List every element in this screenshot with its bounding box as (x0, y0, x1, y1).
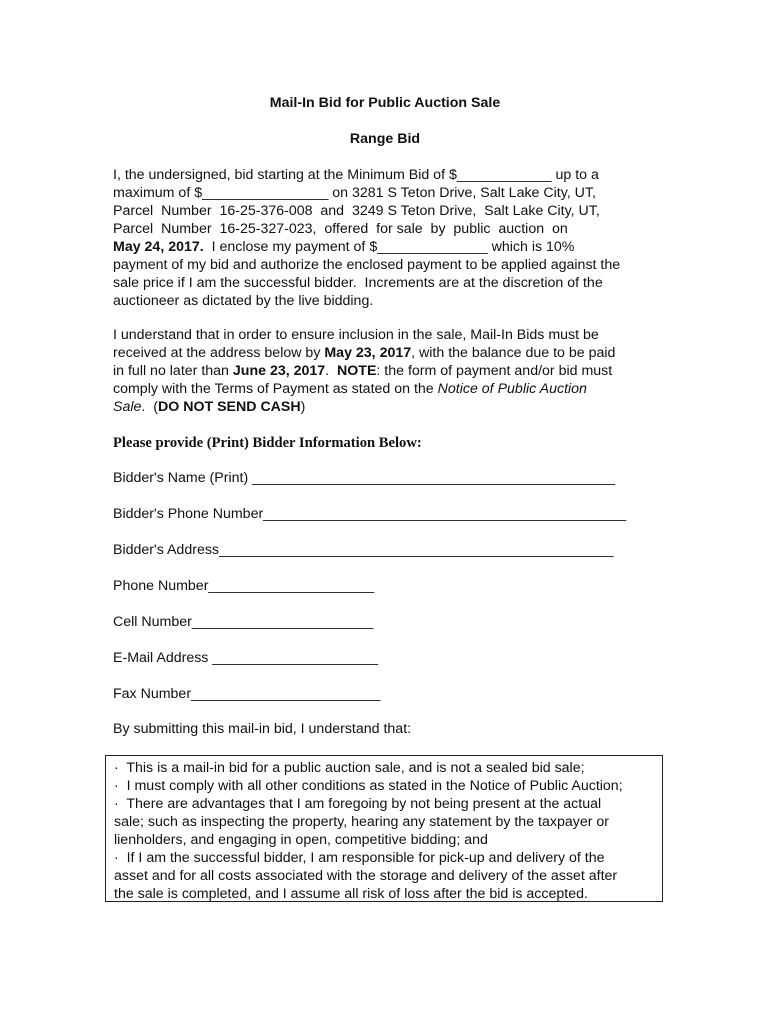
deadline-text-a: received at the address below by (113, 345, 325, 361)
email-address-field[interactable]: E-Mail Address _____________________ (113, 650, 379, 666)
deadline-paragraph (113, 326, 673, 416)
document-subtitle: Range Bid (349, 131, 421, 147)
fax-number-field[interactable]: Fax Number________________________ (113, 686, 381, 702)
deadline-text-h: ) (300, 399, 306, 415)
auction-date: May 24, 2017. (113, 239, 204, 255)
deadline-text-g: . ( (141, 399, 158, 415)
bid-line-8: auctioneer as dictated by the live bidding. (113, 293, 374, 309)
ack-line-6: · If I am the successful bidder, I am responsible for pick-up and delivery of the (114, 850, 605, 866)
ack-line-7: asset and for all costs associated with the storage and delivery of the asset after (114, 868, 618, 884)
bid-deadline-date: May 23, 2017 (324, 345, 412, 361)
ack-line-3: · There are advantages that I am foregoing by not being present at the actual (114, 796, 602, 812)
deadline-text-f: comply with the Terms of Payment as stated on the (113, 381, 438, 397)
deadline-line-2 (113, 344, 673, 362)
deadline-text-c: in full no later than (113, 363, 233, 379)
bidder-name-field[interactable]: Bidder's Name (Print) ______________________________________________ (113, 470, 616, 486)
deadline-line-3 (113, 362, 673, 380)
balance-due-date: June 23, 2017 (232, 363, 326, 379)
bidder-address-field[interactable]: Bidder's Address__________________________________________________ (113, 542, 614, 558)
bidder-info-heading: Please provide (Print) Bidder Information Below: (113, 435, 422, 451)
bid-line-1: I, the undersigned, bid starting at the Minimum Bid of $____________ up to a (113, 167, 599, 183)
bid-line-4: Parcel Number 16-25-327-023, offered for sale by public auction on (113, 221, 568, 237)
bid-line-2: maximum of $________________ on 3281 S Teton Drive, Salt Lake City, UT, (113, 185, 596, 201)
ack-line-4: sale; such as inspecting the property, hearing any statement by the taxpayer or (114, 814, 610, 830)
no-cash-warning: DO NOT SEND CASH (157, 399, 301, 415)
ack-line-8: the sale is completed, and I assume all risk of loss after the bid is accepted. (114, 886, 588, 902)
cell-number-field[interactable]: Cell Number_______________________ (113, 614, 374, 630)
deadline-line-5 (113, 398, 673, 416)
bid-line-7: sale price if I am the successful bidder. Increments are at the discretion of the (113, 275, 603, 291)
deadline-text-e: : the form of payment and/or bid must (376, 363, 613, 379)
ack-line-1: · This is a mail-in bid for a public auction sale, and is not a sealed bid sale; (114, 760, 585, 776)
ack-line-2: · I must comply with all other conditions as stated in the Notice of Public Auction; (114, 778, 623, 794)
acknowledgement-box (105, 755, 663, 902)
bid-line-6: payment of my bid and authorize the enclosed payment to be applied against the (113, 257, 621, 273)
acknowledgement-intro: By submitting this mail-in bid, I understand that: (113, 721, 412, 737)
bid-line-5 (113, 238, 673, 256)
deadline-line-4 (113, 380, 673, 398)
deadline-line-1: I understand that in order to ensure inclusion in the sale, Mail-In Bids must be (113, 327, 599, 343)
bid-paragraph (113, 166, 673, 310)
bid-line-3: Parcel Number 16-25-376-008 and 3249 S Teton Drive, Salt Lake City, UT, (113, 203, 600, 219)
bidder-phone-field[interactable]: Bidder's Phone Number______________________________________________ (113, 506, 627, 522)
notice-title-part-2: Sale (113, 399, 142, 415)
payment-text: I enclose my payment of $______________ which is 10% (203, 239, 575, 255)
ack-line-5: lienholders, and engaging in open, competitive bidding; and (114, 832, 488, 848)
notice-title-part-1: Notice of Public Auction (437, 381, 587, 397)
deadline-text-d: . (325, 363, 337, 379)
deadline-text-b: , with the balance due to be paid (411, 345, 616, 361)
phone-number-field[interactable]: Phone Number_____________________ (113, 578, 375, 594)
note-label: NOTE (337, 363, 377, 379)
document-title: Mail-In Bid for Public Auction Sale (269, 95, 501, 111)
